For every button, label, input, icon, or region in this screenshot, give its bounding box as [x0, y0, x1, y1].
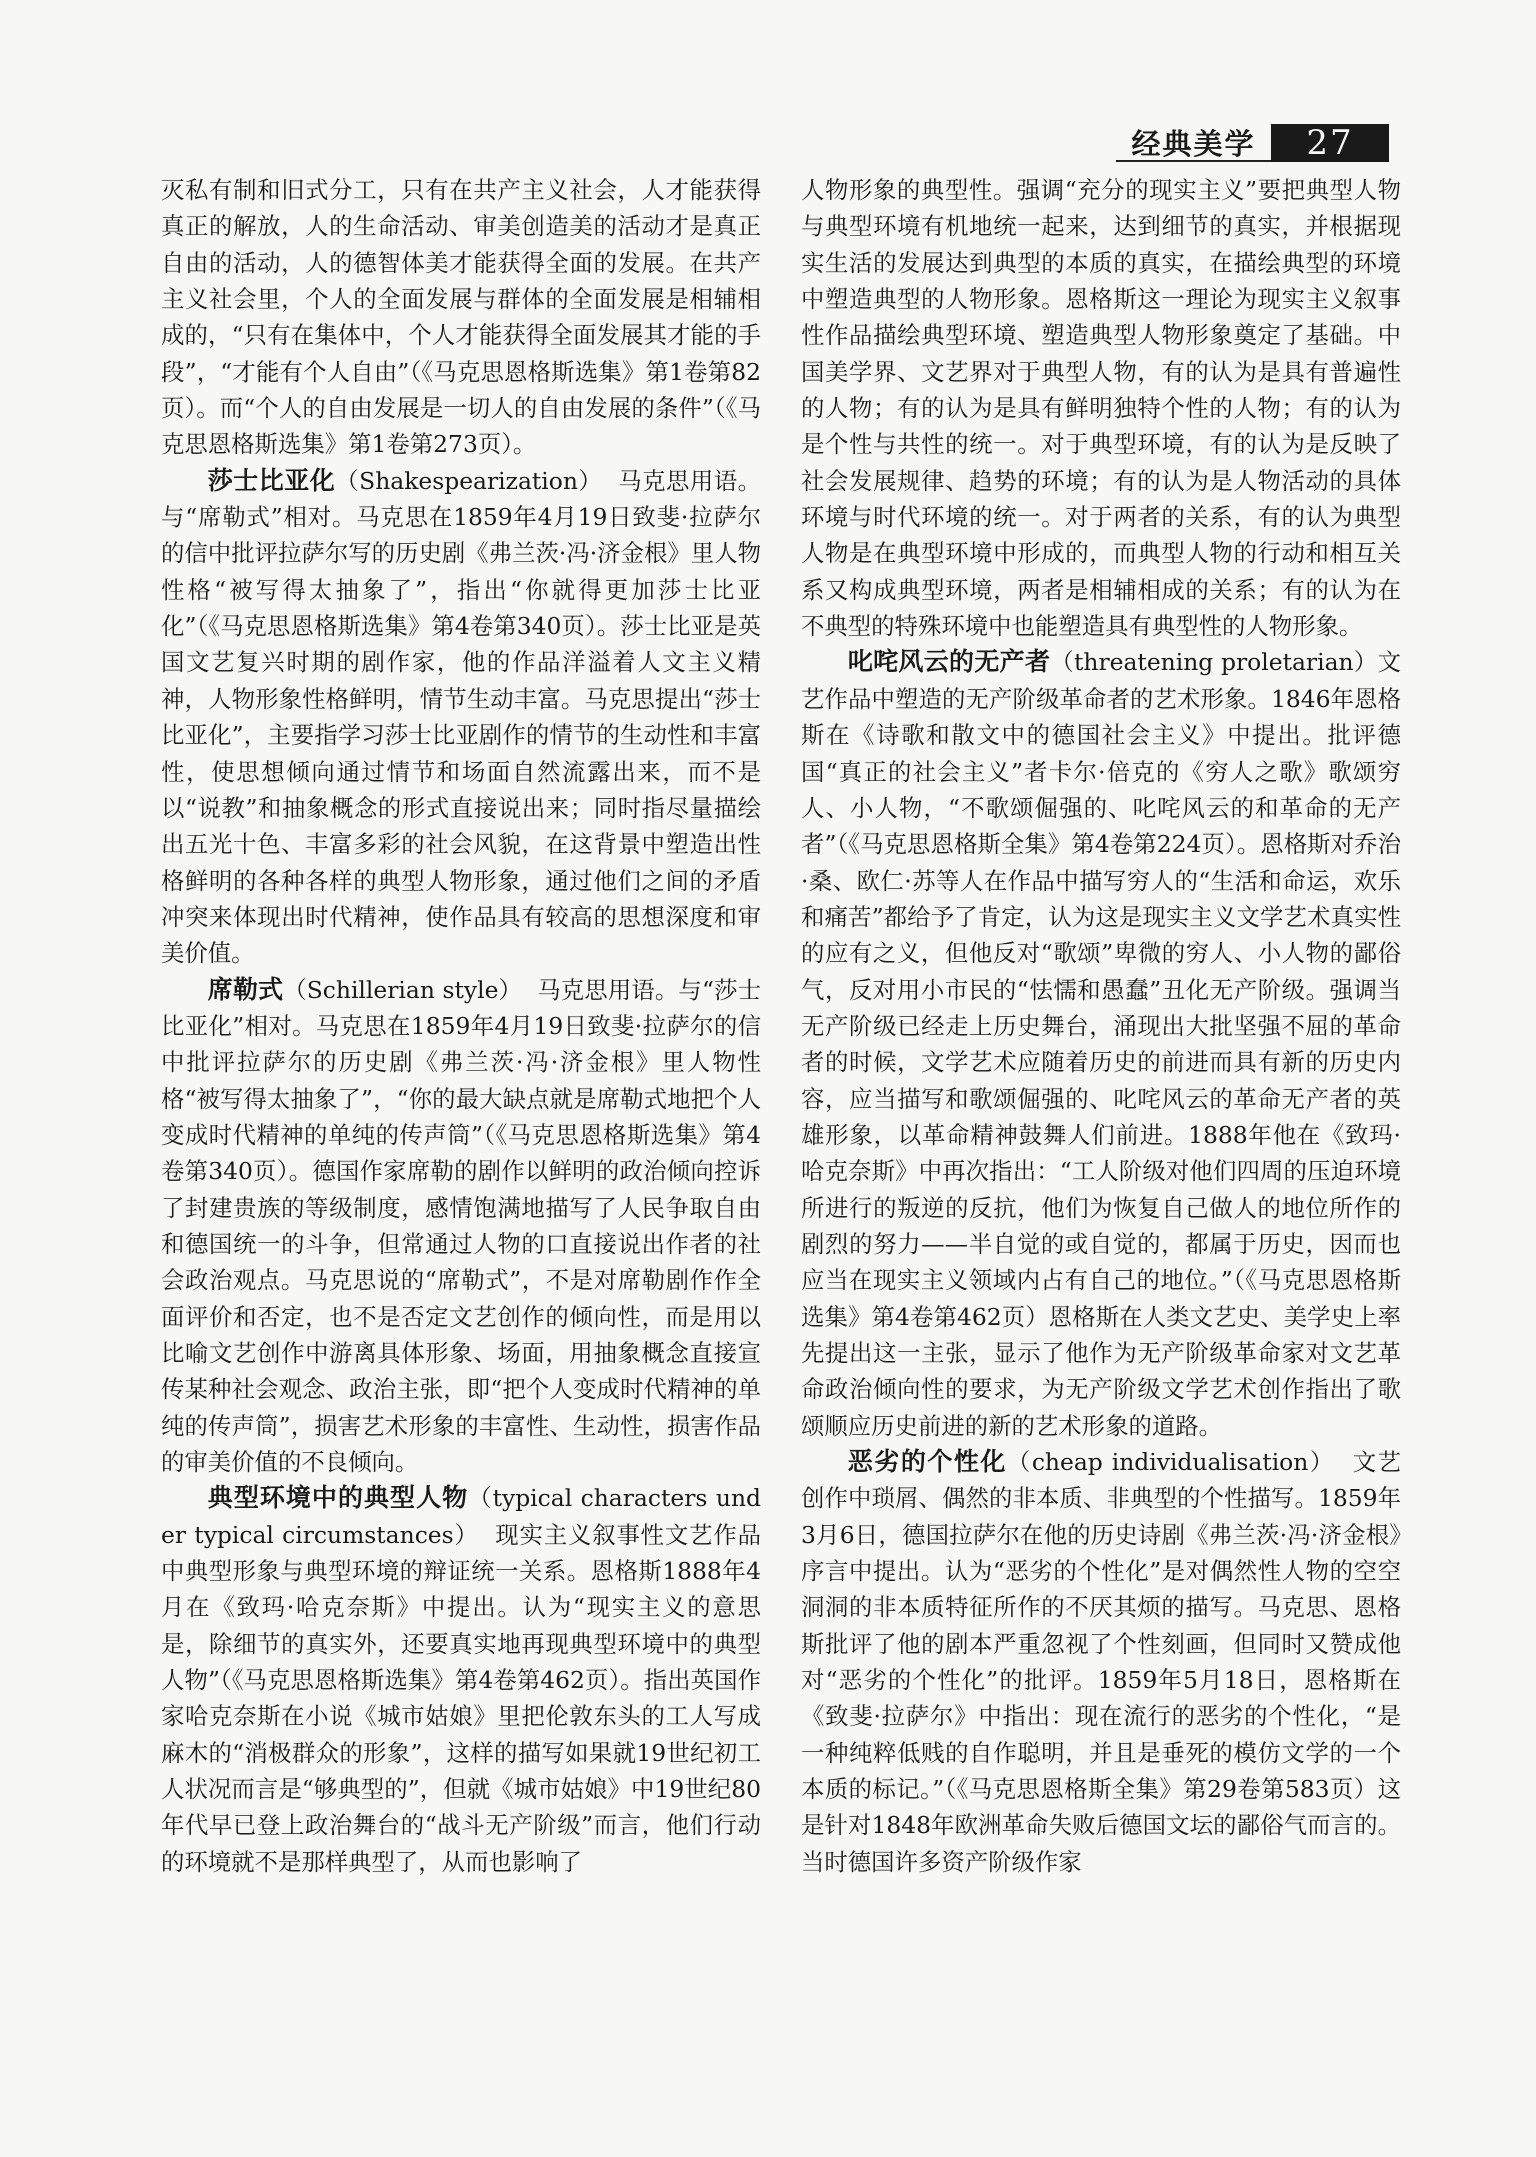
entry-threatening-proletarian	[801, 644, 1401, 1444]
continued-paragraph: 人物形象的典型性。强调“充分的现实主义”要把典型人物与典型环境有机地统一起来，达到细节的真实，并根据现实生活的发展达到典型的本质的真实，在描绘典型的环境中塑造典型的人物形象。恩格斯这一理论为现实主义叙事性作品描绘典型环境、塑造典型人物形象奠定了基础。中国美学界、文艺界对于典型人物，有的认为是具有普遍性的人物；有的认为是具有鲜明独特个性的人物；有的认为是个性与共性的统一。对于典型环境，有的认为是反映了社会发展规律、趋势的环境；有的认为是人物活动的具体环境与时代环境的统一。对于两者的关系，有的认为典型人物是在典型环境中形成的，而典型人物的行动和相互关系又构成典型环境，两者是相辅相成的关系；有的认为在不典型的特殊环境中也能塑造具有典型性的人物形象。	[801, 176, 1401, 641]
entry-schillerian-style	[161, 972, 761, 1481]
entry-cheap-individualisation	[801, 1444, 1401, 1880]
entry-term: 恶劣的个性化	[847, 1447, 1007, 1477]
entry-english: （Schillerian style）	[283, 975, 523, 1004]
entry-term: 典型环境中的典型人物	[207, 1483, 469, 1513]
left-column	[161, 172, 761, 2132]
right-column	[801, 172, 1401, 2132]
section-title: 经典美学	[1116, 124, 1271, 162]
page-number: 27	[1271, 124, 1389, 162]
entry-shakespearization	[161, 463, 761, 972]
entry-body: 文艺作品中塑造的无产阶级革命者的艺术形象。1846年恩格斯在《诗歌和散文中的德国社会主义》中提出。批评德国“真正的社会主义”者卡尔·倍克的《穷人之歌》歌颂穷人、小人物，“不歌颂倔强的、叱咤风云的和革命的无产者”（《马克思恩格斯全集》第4卷第224页）。恩格斯对乔治·桑、欧仁·苏等人在作品中描写穷人的“生活和命运，欢乐和痛苦”都给予了肯定，认为这是现实主义文学艺术真实性的应有之义，但他反对“歌颂”卑微的穷人、小人物的鄙俗气，反对用小市民的“怯懦和愚蠢”丑化无产阶级。强调当无产阶级已经走上历史舞台，涌现出大批坚强不屈的革命者的时候，文学艺术应随着历史的前进而具有新的历史内容，应当描写和歌颂倔强的、叱咤风云的革命无产者的英雄形象，以革命精神鼓舞人们前进。1888年他在《致玛·哈克奈斯》中再次指出：“工人阶级对他们四周的压迫环境所进行的叛逆的反抗，他们为恢复自己做人的地位所作的剧烈的努力——半自觉的或自觉的，都属于历史，因而也应当在现实主义领域内占有自己的地位。”（《马克思恩格斯选集》第4卷第462页）恩格斯在人类文艺史、美学史上率先提出这一主张，显示了他作为无产阶级革命家对文艺革命政治倾向性的要求，为无产阶级文学艺术创作指出了歌颂顺应历史前进的新的艺术形象的道路。	[801, 648, 1401, 1440]
running-header	[1116, 124, 1389, 162]
entry-body: 文艺创作中琐屑、偶然的非本质、非典型的个性描写。1859年3月6日，德国拉萨尔在他的历史诗剧《弗兰茨·冯·济金根》序言中提出。认为“恶劣的个性化”是对偶然性人物的空空洞洞的非本质特征所作的不厌其烦的描写。马克思、恩格斯批评了他的剧本严重忽视了个性刻画，但同时又赞成他对“恶劣的个性化”的批评。1859年5月18日，恩格斯在《致斐·拉萨尔》中指出：现在流行的恶劣的个性化，“是一种纯粹低贱的自作聪明，并且是垂死的模仿文学的一个本质的标记。”（《马克思恩格斯全集》第29卷第583页）这是针对1848年欧洲革命失败后德国文坛的鄙俗气而言的。当时德国许多资产阶级作家	[801, 1448, 1401, 1876]
entry-english: （typical characters under typical circumstances）	[161, 1484, 761, 1549]
entry-term: 席勒式	[207, 974, 284, 1004]
continued-paragraph: 灭私有制和旧式分工，只有在共产主义社会，人才能获得真正的解放，人的生命活动、审美创造美的活动才是真正自由的活动，人的德智体美才能获得全面的发展。在共产主义社会里，个人的全面发展与群体的全面发展是相辅相成的，“只有在集体中，个人才能获得全面发展其才能的手段”，“才能有个人自由”（《马克思恩格斯选集》第1卷第82页）。而“个人的自由发展是一切人的自由发展的条件”（《马克思恩格斯选集》第1卷第273页）。	[161, 176, 761, 459]
entry-typical-characters	[161, 1480, 761, 1880]
entry-body: 马克思用语。与“莎士比亚化”相对。马克思在1859年4月19日致斐·拉萨尔的信中批评拉萨尔的历史剧《弗兰茨·冯·济金根》里人物性格“被写得太抽象了”，“你的最大缺点就是席勒式地把个人变成时代精神的单纯的传声筒”（《马克思恩格斯选集》第4卷第340页）。德国作家席勒的剧作以鲜明的政治倾向控诉了封建贵族的等级制度，感情饱满地描写了人民争取自由和德国统一的斗争，但常通过人物的口直接说出作者的社会政治观点。马克思说的“席勒式”，不是对席勒剧作作全面评价和否定，也不是否定文艺创作的倾向性，而是用以比喻文艺创作中游离具体形象、场面，用抽象概念直接宣传某种社会观念、政治主张，即“把个人变成时代精神的单纯的传声筒”，损害艺术形象的丰富性、生动性，损害作品的审美价值的不良倾向。	[161, 975, 761, 1477]
entry-body: 现实主义叙事性文艺作品中典型形象与典型环境的辩证统一关系。恩格斯1888年4月在《致玛·哈克奈斯》中提出。认为“现实主义的意思是，除细节的真实外，还要真实地再现典型环境中的典型人物”（《马克思恩格斯选集》第4卷第462页）。指出英国作家哈克奈斯在小说《城市姑娘》里把伦敦东头的工人写成麻木的“消极群众的形象”，这样的描写如果就19世纪初工人状况而言是“够典型的”，但就《城市姑娘》中19世纪80年代早已登上政治舞台的“战斗无产阶级”而言，他们行动的环境就不是那样典型了，从而也影响了	[161, 1520, 761, 1876]
entry-english: （Shakespearization）	[335, 466, 603, 495]
entry-body: 马克思用语。与“席勒式”相对。马克思在1859年4月19日致斐·拉萨尔的信中批评拉萨尔写的历史剧《弗兰茨·冯·济金根》里人物性格“被写得太抽象了”，指出“你就得更加莎士比亚化”（《马克思恩格斯选集》第4卷第340页）。莎士比亚是英国文艺复兴时期的剧作家，他的作品洋溢着人文主义精神，人物形象性格鲜明，情节生动丰富。马克思提出“莎士比亚化”，主要指学习莎士比亚剧作的情节的生动性和丰富性，使思想倾向通过情节和场面自然流露出来，而不是以“说教”和抽象概念的形式直接说出来；同时指尽量描绘出五光十色、丰富多彩的社会风貌，在这背景中塑造出性格鲜明的各种各样的典型人物形象，通过他们之间的矛盾冲突来体现出时代精神，使作品具有较高的思想深度和审美价值。	[161, 466, 761, 968]
entry-term: 莎士比亚化	[207, 465, 336, 495]
entry-english: （cheap individualisation）	[1006, 1448, 1335, 1477]
entry-term: 叱咤风云的无产者	[847, 647, 1051, 677]
entry-english: （threatening proletarian）	[1050, 648, 1378, 677]
